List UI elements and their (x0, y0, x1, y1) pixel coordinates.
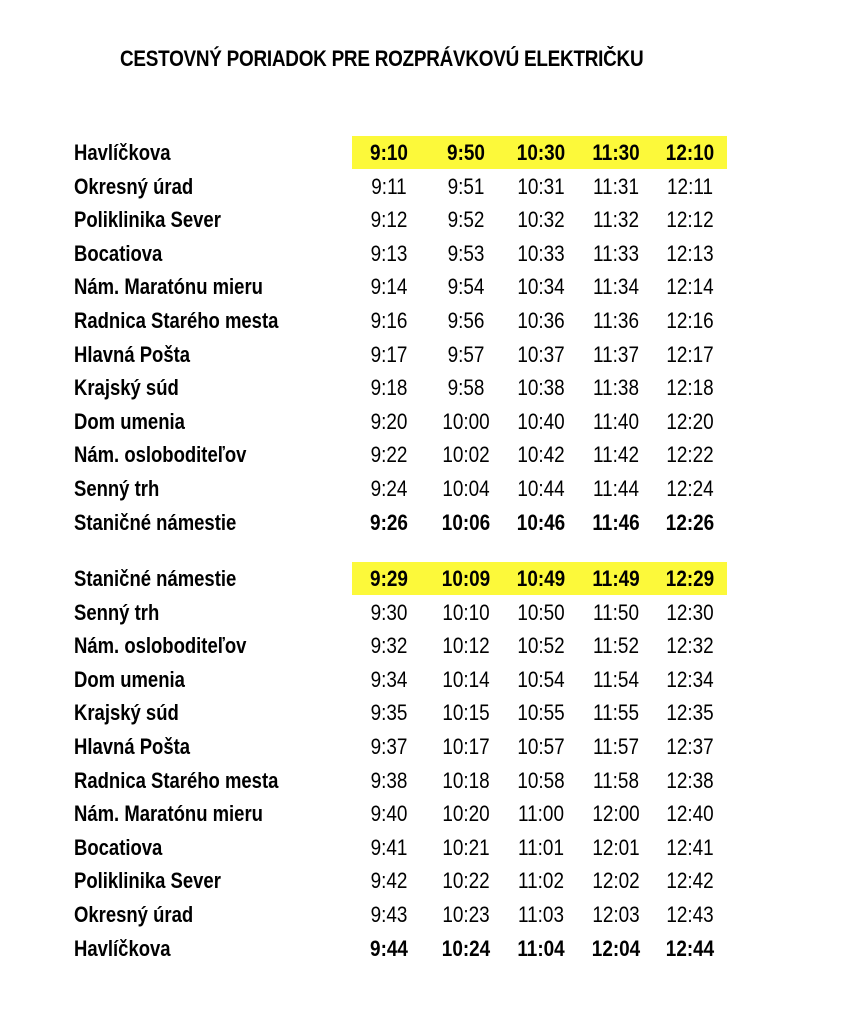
departure-time: 9:12 (370, 207, 408, 233)
departure-time: 10:42 (517, 442, 565, 468)
departure-time: 9:22 (370, 442, 408, 468)
departure-time: 11:32 (593, 207, 639, 233)
stop-name: Okresný úrad (74, 902, 194, 927)
departure-time: 10:14 (442, 666, 490, 692)
departure-time: 11:40 (593, 408, 639, 434)
departure-time: 12:17 (666, 341, 714, 367)
departure-time: 9:10 (370, 140, 408, 165)
timetable-row (0, 405, 855, 439)
departure-time: 9:51 (447, 173, 485, 199)
departure-time: 9:24 (370, 476, 408, 501)
departure-time: 11:00 (518, 801, 564, 827)
departure-time: 10:09 (441, 566, 491, 591)
departure-time: 10:54 (517, 666, 565, 692)
departure-time: 9:58 (447, 375, 485, 401)
timetable-row (0, 237, 855, 271)
departure-time: 10:40 (517, 408, 565, 434)
departure-time: 12:04 (591, 935, 641, 961)
departure-time: 10:58 (517, 767, 565, 793)
departure-time: 10:55 (517, 700, 565, 726)
departure-time: 11:52 (593, 633, 639, 659)
departure-time: 12:38 (666, 767, 714, 793)
departure-time: 9:42 (370, 868, 408, 894)
departure-time: 11:01 (518, 834, 564, 860)
stop-name: Nám. osloboditeľov (74, 442, 247, 468)
departure-time: 9:50 (447, 140, 485, 165)
departure-time: 10:17 (442, 734, 490, 759)
departure-time: 9:32 (370, 633, 408, 659)
timetable-row (0, 170, 855, 204)
departure-time: 12:22 (666, 442, 714, 468)
departure-time: 10:57 (517, 734, 565, 759)
timetable-row (0, 864, 855, 898)
departure-time: 12:18 (666, 375, 714, 401)
departure-time: 12:20 (666, 408, 714, 434)
departure-time: 12:16 (666, 308, 714, 333)
departure-time: 12:43 (666, 902, 714, 927)
departure-time: 11:33 (593, 240, 639, 266)
departure-time: 12:03 (592, 902, 640, 927)
departure-time: 11:03 (518, 902, 564, 927)
departure-time: 9:18 (370, 375, 408, 401)
departure-time: 9:52 (447, 207, 485, 233)
departure-time: 10:36 (517, 308, 565, 333)
departure-time: 10:31 (517, 173, 565, 199)
stop-name: Nám. osloboditeľov (74, 633, 247, 659)
departure-time: 11:34 (593, 274, 639, 300)
departure-time: 12:10 (665, 140, 715, 165)
timetable-row (0, 371, 855, 405)
departure-time: 11:55 (593, 700, 639, 726)
timetable-row (0, 797, 855, 831)
stop-name: Poliklinika Sever (74, 207, 221, 233)
departure-time: 11:42 (593, 442, 639, 468)
departure-time: 12:24 (666, 476, 714, 501)
departure-time: 11:50 (593, 599, 639, 625)
departure-time: 9:54 (447, 274, 485, 300)
stop-name: Dom umenia (74, 408, 185, 434)
stop-name: Bocatiova (74, 834, 163, 860)
departure-time: 11:57 (593, 734, 639, 759)
departure-time: 12:02 (592, 868, 640, 894)
departure-time: 12:00 (592, 801, 640, 827)
stop-name: Staničné námestie (74, 566, 237, 591)
departure-time: 9:38 (370, 767, 408, 793)
departure-time: 11:44 (593, 476, 639, 501)
departure-time: 11:36 (593, 308, 639, 333)
departure-time: 9:16 (370, 308, 408, 333)
departure-time: 9:11 (371, 173, 407, 199)
timetable-row (0, 203, 855, 237)
departure-time: 12:14 (666, 274, 714, 300)
departure-time: 10:34 (517, 274, 565, 300)
departure-time: 10:37 (517, 341, 565, 367)
timetable-row (0, 562, 855, 596)
timetable-row (0, 831, 855, 865)
timetable-row (0, 136, 855, 170)
departure-time: 12:37 (666, 734, 714, 759)
departure-time: 11:49 (592, 566, 640, 591)
departure-time: 10:30 (516, 140, 566, 165)
departure-time: 9:44 (370, 935, 408, 961)
stop-name: Radnica Starého mesta (74, 767, 279, 793)
departure-time: 9:20 (370, 408, 408, 434)
departure-time: 12:01 (592, 834, 640, 860)
stop-name: Havlíčkova (74, 140, 171, 165)
departure-time: 12:30 (666, 599, 714, 625)
departure-time: 9:14 (370, 274, 408, 300)
departure-time: 12:12 (666, 207, 714, 233)
departure-time: 10:33 (517, 240, 565, 266)
stop-name: Krajský súd (74, 700, 179, 726)
departure-time: 10:50 (517, 599, 565, 625)
departure-time: 9:57 (447, 341, 485, 367)
stop-name: Hlavná Pošta (74, 341, 191, 367)
departure-time: 12:34 (666, 666, 714, 692)
departure-time: 10:12 (442, 633, 490, 659)
departure-time: 9:30 (370, 599, 408, 625)
timetable-row (0, 932, 855, 966)
departure-time: 12:26 (665, 509, 715, 535)
departure-time: 10:18 (442, 767, 490, 793)
departure-time: 12:44 (665, 935, 715, 961)
stop-name: Nám. Maratónu mieru (74, 801, 263, 827)
departure-time: 10:15 (442, 700, 490, 726)
timetable-row (0, 270, 855, 304)
departure-time: 10:00 (442, 408, 490, 434)
departure-time: 11:37 (593, 341, 639, 367)
departure-time: 12:13 (666, 240, 714, 266)
stop-name: Hlavná Pošta (74, 734, 191, 759)
departure-time: 11:58 (593, 767, 639, 793)
stop-name: Senný trh (74, 599, 160, 625)
departure-time: 11:30 (592, 140, 640, 165)
page-title: CESTOVNÝ PORIADOK PRE ROZPRÁVKOVÚ ELEKTRIČKU (120, 46, 644, 71)
departure-time: 10:21 (442, 834, 490, 860)
departure-time: 10:02 (442, 442, 490, 468)
departure-time: 12:29 (665, 566, 715, 591)
timetable-row (0, 338, 855, 372)
stop-name: Senný trh (74, 476, 160, 501)
departure-time: 12:41 (666, 834, 714, 860)
departure-time: 10:46 (516, 509, 566, 535)
departure-time: 9:56 (447, 308, 485, 333)
timetable-row (0, 506, 855, 540)
departure-time: 11:02 (518, 868, 564, 894)
departure-time: 10:24 (441, 935, 491, 961)
departure-time: 10:32 (517, 207, 565, 233)
stop-name: Nám. Maratónu mieru (74, 274, 263, 300)
departure-time: 9:37 (370, 734, 408, 759)
stop-name: Dom umenia (74, 666, 185, 692)
departure-time: 11:38 (593, 375, 639, 401)
timetable-row (0, 304, 855, 338)
departure-time: 10:20 (442, 801, 490, 827)
stop-name: Bocatiova (74, 240, 163, 266)
departure-time: 11:46 (592, 509, 640, 535)
timetable-row (0, 663, 855, 697)
departure-time: 10:06 (441, 509, 491, 535)
departure-time: 9:13 (370, 240, 408, 266)
timetable-row (0, 696, 855, 730)
departure-time: 10:38 (517, 375, 565, 401)
departure-time: 9:35 (370, 700, 408, 726)
departure-time: 12:32 (666, 633, 714, 659)
departure-time: 11:54 (593, 666, 639, 692)
departure-time: 10:44 (517, 476, 565, 501)
departure-time: 12:42 (666, 868, 714, 894)
stop-name: Staničné námestie (74, 509, 237, 535)
departure-time: 11:04 (517, 935, 565, 961)
timetable-row (0, 629, 855, 663)
departure-time: 9:40 (370, 801, 408, 827)
timetable-row (0, 898, 855, 932)
departure-time: 9:26 (370, 509, 408, 535)
stop-name: Radnica Starého mesta (74, 308, 279, 333)
departure-time: 10:04 (442, 476, 490, 501)
timetable-row (0, 438, 855, 472)
stop-name: Havlíčkova (74, 935, 171, 961)
timetable-row (0, 730, 855, 764)
timetable-row (0, 472, 855, 506)
departure-time: 10:52 (517, 633, 565, 659)
departure-time: 11:31 (593, 173, 639, 199)
departure-time: 12:11 (667, 173, 713, 199)
departure-time: 9:34 (370, 666, 408, 692)
timetable-row (0, 764, 855, 798)
departure-time: 9:29 (370, 566, 408, 591)
departure-time: 10:23 (442, 902, 490, 927)
departure-time: 10:49 (516, 566, 566, 591)
stop-name: Krajský súd (74, 375, 179, 401)
departure-time: 9:41 (370, 834, 408, 860)
departure-time: 12:35 (666, 700, 714, 726)
departure-time: 10:10 (442, 599, 490, 625)
departure-time: 9:17 (370, 341, 408, 367)
stop-name: Poliklinika Sever (74, 868, 221, 894)
departure-time: 10:22 (442, 868, 490, 894)
departure-time: 9:43 (370, 902, 408, 927)
timetable-row (0, 596, 855, 630)
departure-time: 9:53 (447, 240, 485, 266)
stop-name: Okresný úrad (74, 173, 194, 199)
departure-time: 12:40 (666, 801, 714, 827)
